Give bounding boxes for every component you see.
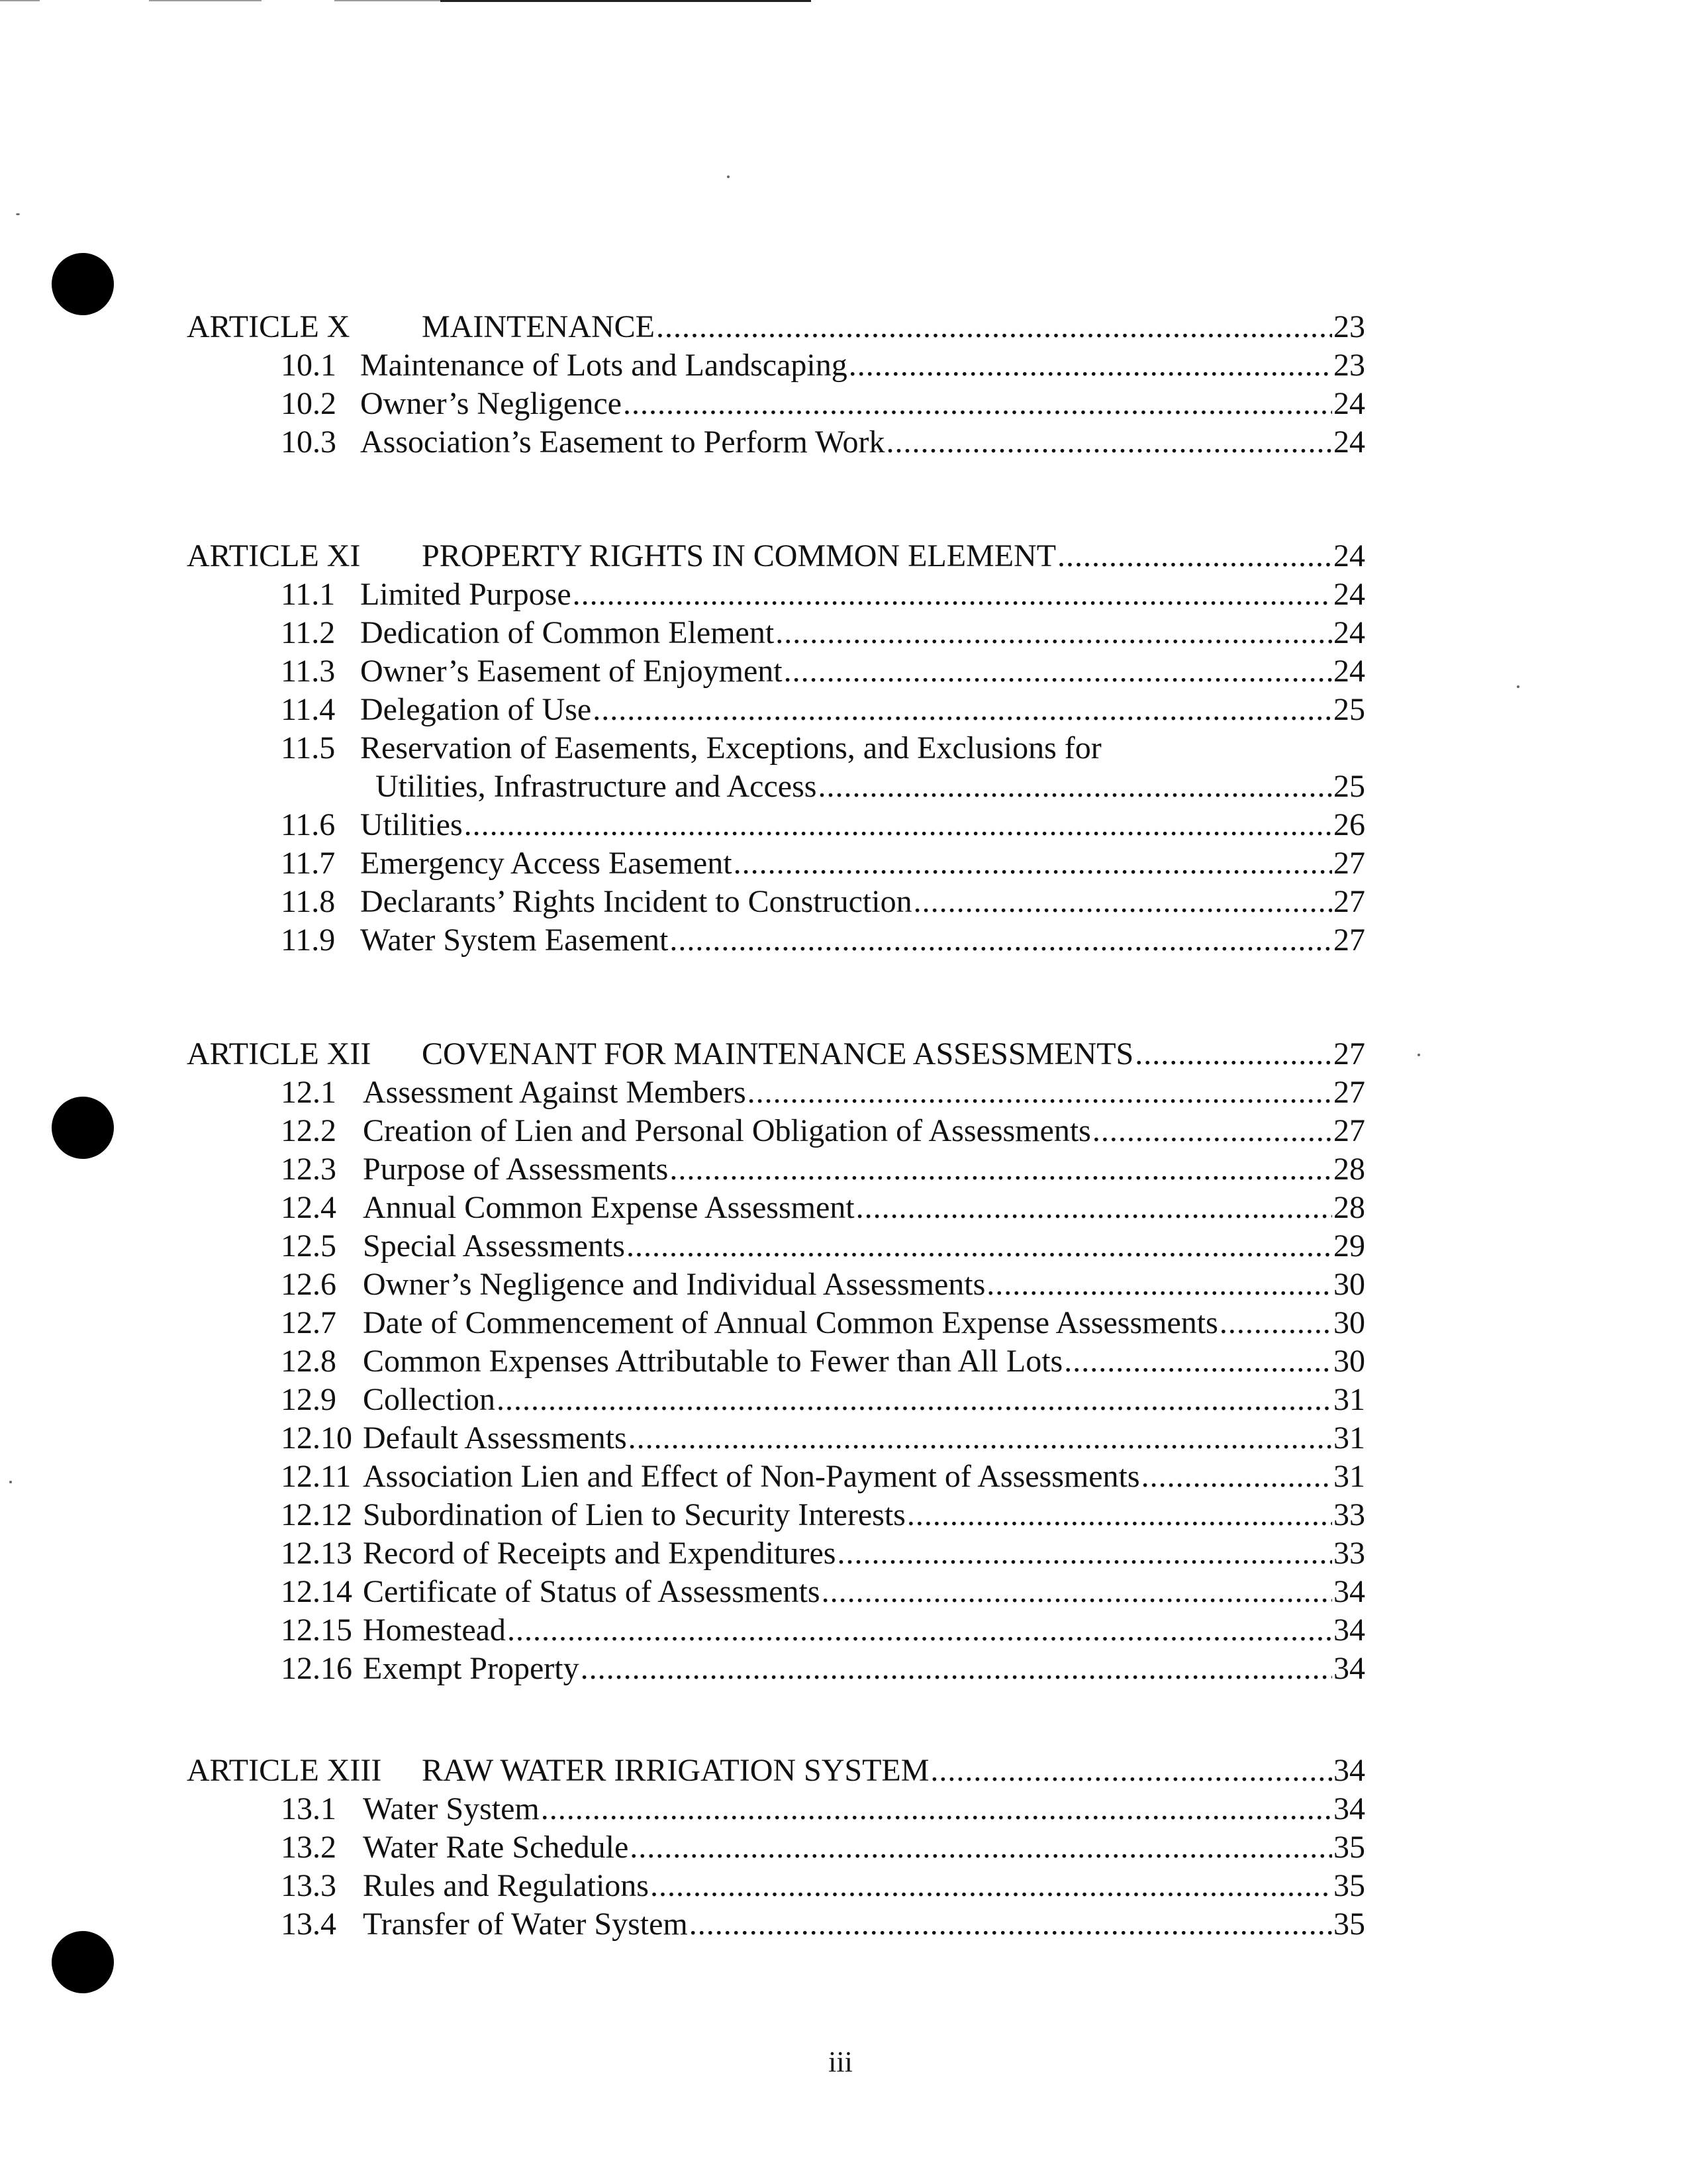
section-title: Water System [363, 1791, 540, 1826]
toc-section[interactable] [187, 614, 1365, 652]
article-title: MAINTENANCE [422, 309, 655, 344]
section-title: Special Assessments [363, 1228, 625, 1264]
section-number: 11.2 [281, 615, 336, 650]
toc-section[interactable] [187, 1458, 1365, 1496]
section-title: Owner’s Negligence [360, 386, 622, 421]
toc-section[interactable] [187, 1073, 1365, 1112]
scan-speck [1417, 1054, 1420, 1056]
section-number: 12.11 [281, 1459, 352, 1494]
toc-section[interactable] [187, 1150, 1365, 1189]
section-number: 12.15 [281, 1613, 352, 1648]
scan-speck [727, 175, 730, 178]
page-number: 24 [1333, 615, 1365, 650]
scan-mark [440, 0, 811, 2]
section-title: Association Lien and Effect of Non-Payment of Assessments [363, 1459, 1140, 1494]
section-number: 12.2 [281, 1113, 336, 1148]
section-number: 12.3 [281, 1152, 336, 1187]
toc-section[interactable] [187, 385, 1365, 423]
toc-section-continuation[interactable] [187, 768, 1365, 806]
page-number: 28 [1333, 1152, 1365, 1187]
page-number: 23 [1333, 309, 1365, 344]
section-title: Purpose of Assessments [363, 1152, 669, 1187]
dot-leader [626, 1227, 1332, 1266]
section-title: Limited Purpose [360, 577, 571, 612]
page-number: 34 [1333, 1613, 1365, 1648]
section-title: Water Rate Schedule [363, 1830, 629, 1865]
article-number: ARTICLE XI [187, 538, 361, 573]
toc-section[interactable] [187, 1304, 1365, 1342]
page-number: 33 [1333, 1497, 1365, 1532]
toc-section[interactable] [187, 1189, 1365, 1227]
page-number: 30 [1333, 1267, 1365, 1302]
dot-leader [1057, 537, 1332, 575]
section-number: 10.1 [281, 348, 336, 383]
section-title: Association’s Easement to Perform Work [360, 424, 885, 460]
dot-leader [1135, 1035, 1332, 1073]
page-number: 27 [1333, 1113, 1365, 1148]
toc-article-x [187, 308, 1365, 462]
dot-leader [784, 652, 1332, 691]
toc-section[interactable] [187, 1496, 1365, 1534]
section-number: 12.10 [281, 1420, 352, 1456]
binder-hole-middle [52, 1097, 114, 1159]
toc-section[interactable] [187, 1828, 1365, 1867]
binder-hole-bottom [52, 1931, 114, 1993]
article-title: COVENANT FOR MAINTENANCE ASSESSMENTS [422, 1036, 1134, 1071]
page-number: 30 [1333, 1344, 1365, 1379]
dot-leader [886, 423, 1332, 462]
page-number: 29 [1333, 1228, 1365, 1264]
dot-leader [650, 1867, 1332, 1905]
toc-section[interactable] [187, 806, 1365, 844]
section-number: 10.3 [281, 424, 336, 460]
article-heading[interactable] [187, 1035, 1365, 1073]
dot-leader [914, 883, 1332, 921]
page-number: 35 [1333, 1830, 1365, 1865]
toc-section[interactable] [187, 921, 1365, 960]
section-title: Water System Easement [360, 922, 669, 958]
section-number: 13.4 [281, 1907, 336, 1942]
scan-speck [9, 1481, 12, 1483]
page-number: 34 [1333, 1753, 1365, 1788]
dot-leader [822, 1573, 1332, 1611]
section-number: 11.3 [281, 654, 336, 689]
section-title: Rules and Regulations [363, 1868, 649, 1903]
section-number: 12.12 [281, 1497, 352, 1532]
page-number: 30 [1333, 1305, 1365, 1340]
dot-leader [541, 1790, 1332, 1828]
section-title: Certificate of Status of Assessments [363, 1574, 820, 1609]
scan-mark [149, 0, 262, 1]
section-number: 12.4 [281, 1190, 336, 1225]
section-title: Owner’s Negligence and Individual Assessments [363, 1267, 986, 1302]
toc-section[interactable] [187, 1573, 1365, 1611]
dot-leader [1064, 1342, 1332, 1381]
page-number: 31 [1333, 1382, 1365, 1417]
section-number: 10.2 [281, 386, 336, 421]
page-number: 27 [1333, 1036, 1365, 1071]
toc-article-xi [187, 537, 1365, 960]
dot-leader [497, 1381, 1332, 1419]
section-number: 12.1 [281, 1075, 336, 1110]
dot-leader [856, 1189, 1332, 1227]
section-number: 12.8 [281, 1344, 336, 1379]
dot-leader [573, 575, 1332, 614]
dot-leader [930, 1752, 1332, 1790]
toc-article-xiii [187, 1752, 1365, 1944]
section-title: Assessment Against Members [363, 1075, 746, 1110]
dot-leader [630, 1828, 1332, 1867]
dot-leader [1092, 1112, 1332, 1150]
toc-section[interactable] [187, 1534, 1365, 1573]
page-number: 26 [1333, 807, 1365, 842]
toc-section[interactable] [187, 844, 1365, 883]
binder-hole-top [52, 253, 114, 315]
page-number: 27 [1333, 922, 1365, 958]
toc-section[interactable] [187, 729, 1365, 768]
page-number: 24 [1333, 424, 1365, 460]
section-number: 13.2 [281, 1830, 336, 1865]
toc-section[interactable] [187, 423, 1365, 462]
dot-leader [669, 1150, 1332, 1189]
toc-section[interactable] [187, 1611, 1365, 1650]
article-heading[interactable] [187, 308, 1365, 346]
dot-leader [581, 1650, 1332, 1688]
toc-section[interactable] [187, 1381, 1365, 1419]
page-number: 34 [1333, 1574, 1365, 1609]
section-number: 12.9 [281, 1382, 336, 1417]
section-number: 12.5 [281, 1228, 336, 1264]
toc-section[interactable] [187, 1905, 1365, 1944]
toc-section[interactable] [187, 1419, 1365, 1458]
section-number: 13.3 [281, 1868, 336, 1903]
dot-leader [1220, 1304, 1332, 1342]
dot-leader [818, 768, 1332, 806]
scan-speck [16, 213, 20, 215]
page-number: 28 [1333, 1190, 1365, 1225]
toc-section[interactable] [187, 652, 1365, 691]
article-number: ARTICLE XII [187, 1036, 371, 1071]
section-number: 12.7 [281, 1305, 336, 1340]
section-title: Homestead [363, 1613, 506, 1648]
toc-section[interactable] [187, 883, 1365, 921]
dot-leader [775, 614, 1332, 652]
section-number: 11.6 [281, 807, 336, 842]
section-title: Creation of Lien and Personal Obligation of Assessments [363, 1113, 1091, 1148]
toc-article-xii [187, 1035, 1365, 1688]
dot-leader [747, 1073, 1332, 1112]
section-number: 11.4 [281, 692, 336, 727]
section-number: 12.13 [281, 1536, 352, 1571]
page-number: 27 [1333, 1075, 1365, 1110]
page-number: 24 [1333, 654, 1365, 689]
article-title: PROPERTY RIGHTS IN COMMON ELEMENT [422, 538, 1057, 573]
toc-section[interactable] [187, 691, 1365, 729]
dot-leader [689, 1905, 1332, 1944]
section-number: 11.9 [281, 922, 336, 958]
section-number: 11.8 [281, 884, 336, 919]
section-title: Utilities [360, 807, 463, 842]
dot-leader [628, 1419, 1332, 1458]
page-number: 34 [1333, 1651, 1365, 1686]
toc-section[interactable] [187, 1342, 1365, 1381]
section-title-continued: Utilities, Infrastructure and Access [375, 769, 817, 804]
scan-mark [334, 0, 440, 1]
article-heading[interactable] [187, 537, 1365, 575]
section-title: Subordination of Lien to Security Interests [363, 1497, 906, 1532]
page-number: 25 [1333, 769, 1365, 804]
section-title: Transfer of Water System [363, 1907, 688, 1942]
article-number: ARTICLE XIII [187, 1753, 382, 1788]
page-number: 23 [1333, 348, 1365, 383]
section-number: 12.6 [281, 1267, 336, 1302]
page-number: 34 [1333, 1791, 1365, 1826]
section-title: Annual Common Expense Assessment [363, 1190, 855, 1225]
page-number: 27 [1333, 846, 1365, 881]
section-number: 11.5 [281, 730, 336, 766]
section-number: 12.14 [281, 1574, 352, 1609]
article-heading[interactable] [187, 1752, 1365, 1790]
section-number: 13.1 [281, 1791, 336, 1826]
dot-leader [656, 308, 1332, 346]
dot-leader [986, 1266, 1332, 1304]
scan-speck [1517, 685, 1519, 688]
section-title: Dedication of Common Element [360, 615, 775, 650]
toc-section[interactable] [187, 346, 1365, 385]
article-title: RAW WATER IRRIGATION SYSTEM [422, 1753, 930, 1788]
section-title: Delegation of Use [360, 692, 592, 727]
section-title: Emergency Access Easement [360, 846, 732, 881]
section-number: 11.1 [281, 577, 336, 612]
dot-leader [849, 346, 1332, 385]
page-number: 35 [1333, 1907, 1365, 1942]
section-title: Exempt Property [363, 1651, 579, 1686]
section-title: Declarants’ Rights Incident to Construction [360, 884, 912, 919]
page-number: 24 [1333, 577, 1365, 612]
toc-section[interactable] [187, 575, 1365, 614]
dot-leader [507, 1611, 1332, 1650]
toc-section[interactable] [187, 1650, 1365, 1688]
page-number: 31 [1333, 1420, 1365, 1456]
section-title: Owner’s Easement of Enjoyment [360, 654, 783, 689]
page-number: 27 [1333, 884, 1365, 919]
section-title: Common Expenses Attributable to Fewer than All Lots [363, 1344, 1063, 1379]
toc-section[interactable] [187, 1112, 1365, 1150]
dot-leader [1141, 1458, 1332, 1496]
dot-leader [593, 691, 1332, 729]
toc-section[interactable] [187, 1790, 1365, 1828]
dot-leader [734, 844, 1332, 883]
page-footer-number: iii [828, 2046, 853, 2078]
page-number: 25 [1333, 692, 1365, 727]
dot-leader [837, 1534, 1332, 1573]
page-number: 35 [1333, 1868, 1365, 1903]
section-title: Default Assessments [363, 1420, 627, 1456]
section-number: 11.7 [281, 846, 336, 881]
dot-leader [907, 1496, 1332, 1534]
page-number: 31 [1333, 1459, 1365, 1494]
section-title: Record of Receipts and Expenditures [363, 1536, 836, 1571]
page-number: 33 [1333, 1536, 1365, 1571]
dot-leader [464, 806, 1332, 844]
page-number: 24 [1333, 538, 1365, 573]
dot-leader [623, 385, 1332, 423]
section-number: 12.16 [281, 1651, 352, 1686]
section-title: Reservation of Easements, Exceptions, and Exclusions for [360, 730, 1102, 766]
scan-mark [0, 0, 40, 1]
section-title: Maintenance of Lots and Landscaping [360, 348, 847, 383]
page-number: 24 [1333, 386, 1365, 421]
toc-section[interactable] [187, 1227, 1365, 1266]
section-title: Collection [363, 1382, 495, 1417]
section-title: Date of Commencement of Annual Common Expense Assessments [363, 1305, 1218, 1340]
toc-section[interactable] [187, 1266, 1365, 1304]
toc-section[interactable] [187, 1867, 1365, 1905]
article-number: ARTICLE X [187, 309, 350, 344]
dot-leader [669, 921, 1332, 960]
